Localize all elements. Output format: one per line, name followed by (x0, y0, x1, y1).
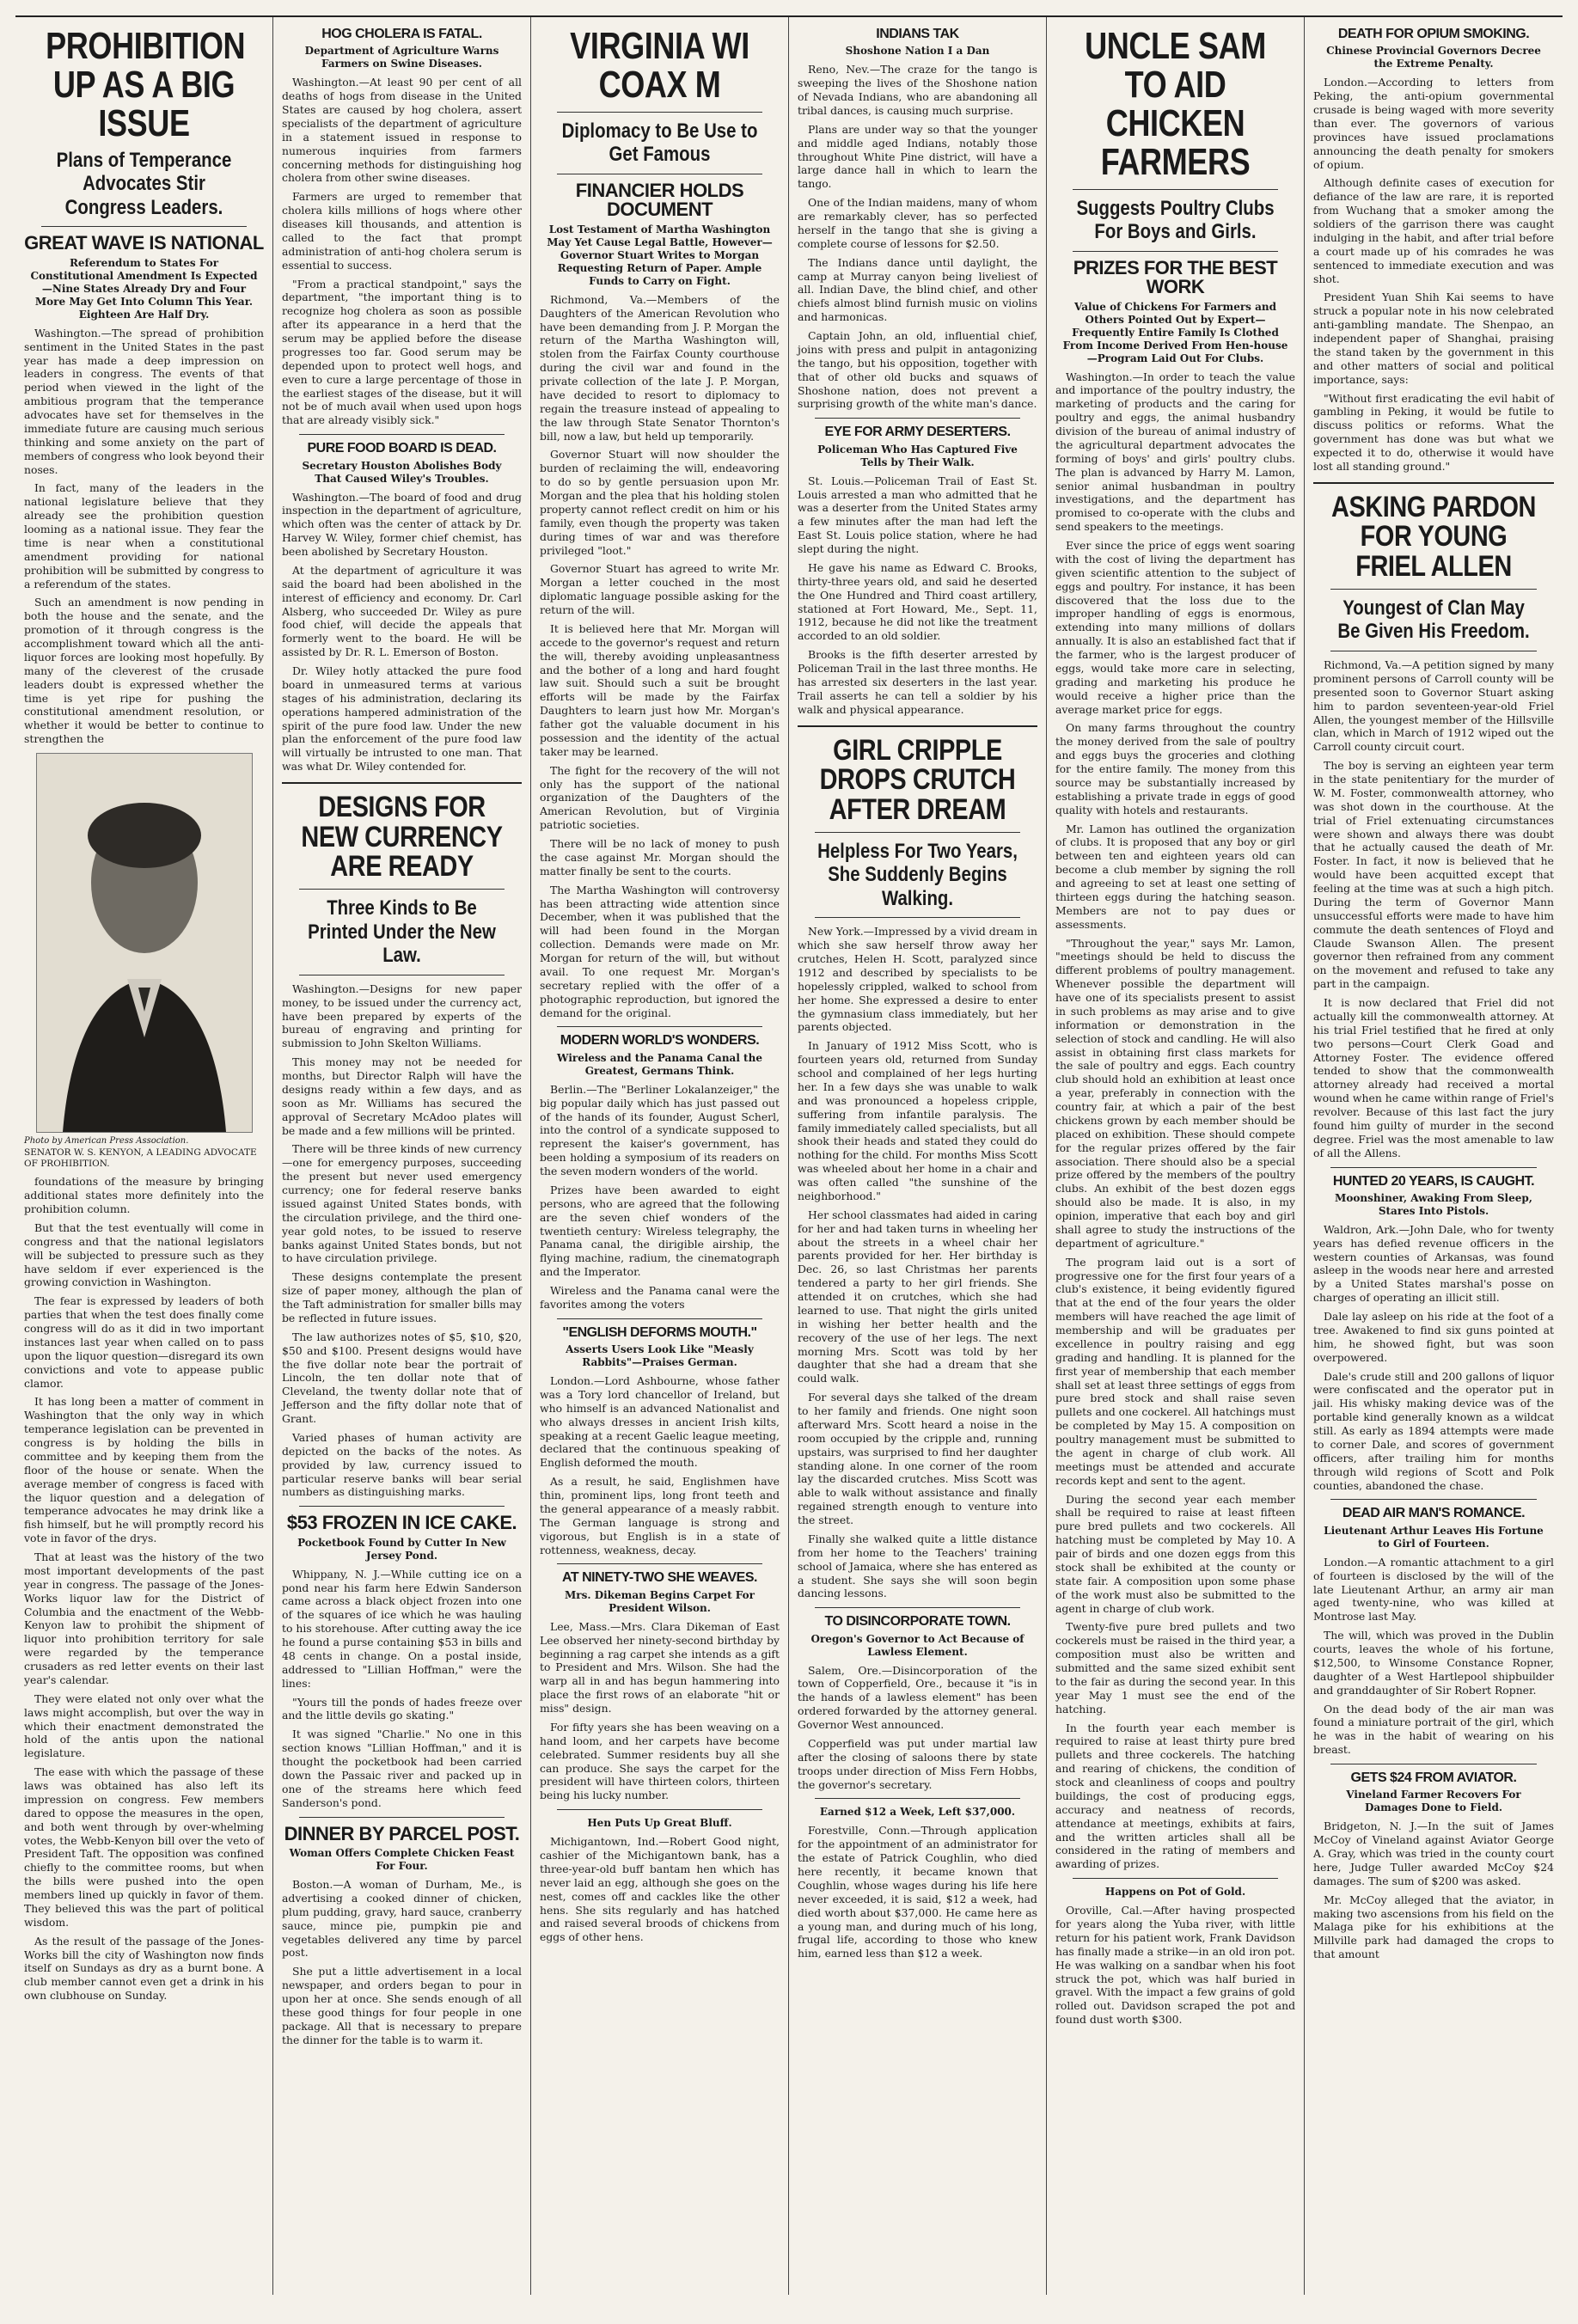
article-paragraph: Lee, Mass.—Mrs. Clara Dikeman of East Lee observed her ninety-second birthday by beginning a rag carpet she intends as a gift to President and Mrs. Wilson. She had the warp all in and has begun hammering into place the first rows of an elaborate "hit or miss" design. (540, 1619, 780, 1715)
article-paragraph: At the department of agriculture it was said the board had been abolished in the interest of efficiency and economy. Dr. Carl Alsberg, who succeeded Dr. Wiley as pure food chief, will decide the appeals that formerly went to the board. He will be assisted by Dr. R. L. Emerson of Boston. (282, 563, 522, 659)
subdeck-prohibition: Referendum to States For Constitutional Amendment Is Expected—Nine States Already Dry and Four More May Get Into Column This Year. Eighteen Are Half Dry. (30, 256, 258, 321)
article-paragraph: New York.—Impressed by a vivid dream in which she saw herself throw away her crutches, Helen H. Scott, paralyzed since 1912 and described by specialists to be hopelessly crippled, walked to school from her home. She expressed a desire to enter the gymnasium class immediately, but her parents objected. (798, 925, 1037, 1034)
article-paragraph: Dale's crude still and 200 gallons of liquor were confiscated and the operator put in jail. His whisky making device was of the portable kind generally known as a wildcat still. As early as 1894 attempts were made to corner Dale, and scores of government officers, after trailing him for months through wild regions of Scott and Polk counties, abandoned the chase. (1313, 1369, 1554, 1492)
column-6 (1305, 17, 1563, 2295)
article-paragraph: Prizes have been awarded to eight persons, who are agreed that the following are the seven chief wonders of the twentieth century: Wireless telegraphy, the Panama canal, the dirigible airship, the flying machine, radium, the cinematograph and the Imperator. (540, 1183, 780, 1279)
subdeck-pure-food: Secretary Houston Abolishes Body That Caused Wiley's Troubles. (302, 459, 502, 485)
subdeck-english-mouth: Asserts Users Look Like "Measly Rabbits"—Praises German. (566, 1343, 754, 1369)
article-paragraph: London.—Lord Ashbourne, whose father was a Tory lord chancellor of Ireland, but who himself is an advanced Nationalist and who always dresses in ancient Irish kilts, speaking at a recent Gaelic league meeting, declared that the continuous speaking of English deformed the mouth. (540, 1374, 780, 1470)
article-paragraph: Plans are under way so that the younger and middle aged Indians, notably those throughout White Pine district, will have a large dance hall in which to learn the tango. (798, 122, 1037, 191)
divider (815, 1798, 1020, 1799)
deck-friel-allen: Youngest of Clan May Be Given His Freedom. (1337, 596, 1530, 644)
article-paragraph: As the result of the passage of the Jones-Works bill the city of Washington now finds itself on Sundays as dry as a burnt bone. A club member cannot even get a drink in his own clubhouse on Sunday. (24, 1934, 264, 2003)
headline-english-mouth: "ENGLISH DEFORMS MOUTH." (562, 1324, 757, 1340)
article-paragraph: Governor Stuart will now shoulder the burden of reclaiming the will, endeavoring to do so by gentle persuasion upon Mr. Morgan and the plea that his holding stolen property cannot reflect credit on him or his family, even though the property was taken during times of war and was therefore privileged "loot." (540, 448, 780, 557)
divider (557, 1026, 762, 1027)
divider (299, 1506, 505, 1507)
divider (1073, 189, 1278, 190)
article-paragraph: Varied phases of human activity are depicted on the backs of the notes. As provided by law, currency issued to particular reserve banks will bear serial numbers as distinguishing marks. (282, 1430, 522, 1499)
divider (815, 917, 1020, 918)
article-paragraph: Although definite cases of execution for defiance of the law are rare, it is reported from Wuchang that a smoker among the soldiers of the garrison there was caught indulging in the habit, and after trial before a court made up of his comrades he was sentenced to immediate execution and was shot. (1313, 176, 1554, 285)
headline-hog-cholera: HOG CHOLERA IS FATAL. (321, 27, 482, 41)
article-paragraph: "Throughout the year," says Mr. Lamon, "meetings should be held to discuss the different problems of poultry management. Whenever possible the department will have one of its specialists present to assist in such problems as may arise and to give information or demonstration in the selection of stock and candling. He will also assist in obtaining first class markets for the sale of poultry and eggs. Each country club should hold an exhibition at least once a year, preferably in connection with the country fair, at which a pair of the best chickens grown by each member should be placed on exhibition. These should compete for the regular prizes offered by the fair association. There should also be a special prize offered by the members of the poultry clubs. An exhibit of the best dozen eggs should also be made. It is also, in my opinion, imperative that each boy and girl shall agree to study the instructions of the department of agriculture." (1055, 936, 1295, 1250)
divider (41, 226, 247, 227)
article-paragraph: The fight for the recovery of the will not only has the support of the national organization of the Daughters of the American Revolution, but of Virginia patriotic societies. (540, 763, 780, 832)
article-paragraph: "Without first eradicating the evil habit of gambling in Peking, it would be futile to discuss politics or reforms. What the government has done was but what we expected it to do, otherwise it would have lost all standing ground." (1313, 391, 1554, 473)
headline-air-man: DEAD AIR MAN'S ROMANCE. (1342, 1506, 1526, 1521)
article-paragraph: Governor Stuart has agreed to write Mr. Morgan a letter couched in the most diplomatic language possible asking for the return of the will. (540, 562, 780, 617)
divider (557, 112, 762, 113)
headline-world-wonders: MODERN WORLD'S WONDERS. (560, 1033, 760, 1049)
article-paragraph: "From a practical standpoint," says the department, "the important thing is to recognize hog cholera as soon as possible after its appearance in a herd that the serum may be applied before the disease progresses too far. Good serum may be depended upon to protect well hogs, and even to cure a large percentage of those in the earliest stages of the disease, but it will not be of much avail when used upon hogs that are already visibly sick." (282, 277, 522, 427)
headline-friel-allen: ASKING PARDON FOR YOUNG FRIEL ALLEN (1331, 490, 1536, 584)
divider (557, 1809, 762, 1810)
subhead-prizes: PRIZES FOR THE BEST WORK (1073, 256, 1278, 298)
article-paragraph: There will be three kinds of new currency—one for emergency purposes, succeeding the present but never used emergency currency; one for federal reserve banks issued against United States bonds, with the circulation privilege, and the third one-year gold notes, to be issued to reserve banks against United States bonds, but not to have circulation privilege. (282, 1142, 522, 1265)
article-paragraph: Ever since the price of eggs went soaring with the cost of living the department has given scientific attention to the subject of eggs and poultry. For instance, it has been discovered that the loss due to the improper handling of eggs is enormous, extending into many millions of dollars annually. It is also an established fact that if the farmer, who is the largest producer of eggs, would take more care in selecting, grading and marketing his produce he would receive a higher price than the average market price for eggs. (1055, 539, 1295, 716)
article-paragraph: London.—According to letters from Peking, the anti-opium governmental crusade is being waged with more severity than ever. The governors of various provinces have issued proclamations announcing the death penalty for smokers of opium. (1313, 76, 1554, 171)
article-paragraph: It has long been a matter of comment in Washington that the only way in which temperance legislation can be prevented in congress is by holding the bills in committee and by keeping them from the floor of the house or senate. When the average member of congress is faced with the liquor question and a delegation of temperance advocates he may drink like a fish himself, but he will promptly record his vote in favor of the drys. (24, 1395, 264, 1545)
article-paragraph: Michigantown, Ind.—Robert Good night, cashier of the Michigantown bank, has a three-year-old buff bantam hen which has never laid an egg, although she goes on the nest, comes off and cackles like the other hens. She sits regularly and has hatched and raised several broods of chickens from eggs of other hens. (540, 1835, 780, 1944)
headline-parcel-post: DINNER BY PARCEL POST. (284, 1822, 520, 1844)
article-paragraph: It is now declared that Friel did not actually kill the commonwealth attorney. At his trial Friel testified that he fired at only two persons—Court Clerk Goad and Attorney Foster. The evidence offered tended to show that the commonwealth attorney already had received a mortal wound when he came within range of Friel's revolver. Because of this last fact the jury found him guilty of murder in the second degree. Friel was the most amenable to law of all the Allens. (1313, 996, 1554, 1159)
divider (299, 434, 505, 435)
article-paragraph: For several days she talked of the dream to her family and friends. One night soon afterward Mrs. Scott heard a noise in the room occupied by the cripple and, running upstairs, was surprised to find her daughter standing alone. In one corner of the room lay the discarded crutches. Miss Scott was able to walk without assistance and finally regained strength enough to venture into the street. (798, 1391, 1037, 1527)
article-paragraph: On the dead body of the air man was found a miniature portrait of the girl, which he was in the habit of wearing on his breast. (1313, 1702, 1554, 1757)
headline-currency: DESIGNS FOR NEW CURRENCY ARE READY (301, 791, 503, 884)
article-paragraph: Farmers are urged to remember that cholera kills millions of hogs where other diseases kill thousands, and attention is called to the fact that prompt administration of anti-hog cholera serum is essential to success. (282, 190, 522, 272)
divider (557, 1318, 762, 1319)
headline-girl-cripple: GIRL CRIPPLE DROPS CRUTCH AFTER DREAM (819, 733, 1016, 826)
divider (815, 418, 1020, 419)
article-paragraph: The boy is serving an eighteen year term in the state penitentiary for the murder of W. M. Foster, commonwealth attorney, who was shot down in the courthouse. At the trial of Friel extenuating circumstances were shown and always there was doubt that he actually caused the death of Mr. Foster. In fact, it now is believed that he would have been acquitted except that feeling at the time was at such a high pitch. During the term of Governor Mann unsuccessful efforts were made to have him commute the death sentences of Floyd and Claude Swanson Allen. The present governor then refrained from any comment on the movement and refused to take any part in the campaign. (1313, 759, 1554, 991)
headline-opium: DEATH FOR OPIUM SMOKING. (1337, 27, 1530, 41)
headline-pure-food: PURE FOOD BOARD IS DEAD. (307, 441, 497, 456)
article-paragraph: Richmond, Va.—A petition signed by many prominent persons of Carroll county will be presented soon to Governor Stuart asking him to pardon seventeen-year-old Friel Allen, the youngest member of the Hillsville clan, which in March of 1912 wiped out the Carroll county circuit court. (1313, 658, 1554, 754)
divider (1073, 251, 1278, 252)
headline-hunted: HUNTED 20 YEARS, IS CAUGHT. (1332, 1173, 1535, 1189)
article-paragraph: Brooks is the fifth deserter arrested by Policeman Trail in the last three months. He has arrested six deserters in the last year. Trail asserts he can tell a soldier by his walk and physical appearance. (798, 648, 1037, 716)
article-paragraph: The ease with which the passage of these laws was obtained has also left its impression on congress. Few members dared to oppose the measures in the open, and both went through by over-whelming votes, the Webb-Kenyon bill over the veto of President Taft. The opposition was confined chiefly to the committee rooms, but when the bills were pushed into the open members lined up quickly in favor of them. They believed this was the part of political wisdom. (24, 1765, 264, 1929)
article-paragraph: Wireless and the Panama canal were the favorites among the voters (540, 1284, 780, 1311)
headline-uncle-sam: UNCLE SAM TO AID CHICKEN FARMERS (1085, 25, 1266, 183)
article-paragraph: Washington.—The board of food and drug inspection in the department of agriculture, which often was the center of attack by Dr. Harvey W. Wiley, former chief chemist, has been abolished by Secretary Houston. (282, 490, 522, 558)
divider (798, 725, 1037, 727)
deck-currency: Three Kinds to Be Printed Under the New Law. (308, 896, 496, 968)
article-paragraph: One of the Indian maidens, many of whom are remarkably clever, has so perfected herself in the tango that she is giving a complete course of lessons for $2.50. (798, 196, 1037, 250)
article-paragraph: Her school classmates had aided in caring for her and had taken turns in wheeling her about the streets in a wheel chair her parents provided for her. Her birthday is Dec. 26, so last Christmas her parents tendered a party to her girl friends. She attended it on crutches, which she had learned to use. That night the girls united in wishing her better health and the recovery of the use of her legs. The next morning Mrs. Scott was told by her daughter that she had a dream that she could walk. (798, 1208, 1037, 1385)
article-paragraph: Finally she walked quite a little distance from her home to the Teachers' training school of Jamaica, where she has entered as a student. She says she will soon begin dancing lessons. (798, 1532, 1037, 1600)
article-paragraph: Whippany, N. J.—While cutting ice on a pond near his farm here Edwin Sanderson came across a black object frozen into one of the squares of ice which he was hauling to his storehouse. After cutting away the ice he found a purse containing $53 in bills and 48 cents in change. On a postal inside, addressed to "Lillian Hoffman," were the lines: (282, 1567, 522, 1690)
subdeck-world-wonders: Wireless and the Panama Canal the Greatest, Germans Think. (557, 1051, 762, 1077)
subdeck-opium: Chinese Provincial Governors Decree the Extreme Penalty. (1326, 45, 1541, 70)
article-paragraph: In the fourth year each member is required to raise at least thirty pure bred pullets and three cockerels. The hatching and rearing of chickens, the condition of stock and cleanliness of coops and poultry buildings, the cost of producing eggs, accuracy and neatness of records, attendance at meetings, exhibits at fairs, and the written articles shall all be considered in the rating of members and awarding of prizes. (1055, 1721, 1295, 1871)
article-paragraph: On many farms throughout the country the money derived from the sale of poultry and eggs buys the groceries and clothing for the entire family. The money from this source may be substantially increased by establishing a private trade in eggs of good quality with hotels and restaurants. (1055, 721, 1295, 816)
subdeck-indians: Shoshone Nation I a Dan (845, 45, 990, 58)
article-paragraph: Washington.—In order to teach the value and importance of the poultry industry, the marketing of products and the caring for poultry and eggs, the animal husbandry division of the bureau of animal industry of the agricultural department advocates the forming of boys' and girls' poultry clubs. The plan is advanced by Harry M. Lamon, senior animal husbandman in poultry investigations, and the department has promised to co-operate with the clubs and send speakers to the meetings. (1055, 370, 1295, 534)
article-paragraph: Captain John, an old, influential chief, joins with press and pulpit in antagonizing the tango, but his opposition, together with that of other old bucks and squaws of Shoshone nation, does not prevent a surprising growth of the white man's dance. (798, 329, 1037, 411)
article-paragraph: It was signed "Charlie." No one in this section knows "Lillian Hoffman," and it is thought the pocketbook had been carried down the Passaic river and packed up in one of the streams here which feed Sanderson's pond. (282, 1728, 522, 1809)
divider (1330, 589, 1537, 590)
column-2 (273, 17, 531, 2295)
subdeck-frozen-cake: Pocketbook Found by Cutter In New Jersey Pond. (297, 1536, 506, 1562)
article-paragraph: During the second year each member shall be required to raise at least fifteen pure bred pullets and two cockerels. All hatching must be completed by May 10. A pair of birds and one dozen eggs from this stock shall be exhibited at the county or state fair. A composition upon some phase of the work must also be submitted to the agent in charge of club work. (1055, 1492, 1295, 1615)
divider (299, 889, 505, 890)
article-paragraph: London.—A romantic attachment to a girl of fourteen is disclosed by the will of the late Lieutenant Arthur, an army air man aged twenty-nine, who was killed at Montrose last May. (1313, 1555, 1554, 1624)
article-paragraph: He gave his name as Edward C. Brooks, thirty-three years old, and said he deserted the One Hundred and Third coast artillery, stationed at Fort Howard, Me., Sept. 11, 1912, because he did not like the treatment accorded to an old soldier. (798, 560, 1037, 643)
article-paragraph: As a result, he said, Englishmen have thin, prominent lips, long front teeth and the general appearance of a measly rabbit. The German language is strong and vigorous, but English is in a state of rottenness, weakness, decay. (540, 1475, 780, 1556)
article-paragraph: Forestville, Conn.—Through application for the appointment of an administrator for the estate of Patrick Coughlin, who died here recently, it became known that Coughlin, whose wages during his life here never exceeded, it is said, $12 a week, had died worth about $37,000. He came here as a young man, and during much of his long, frugal life, according to those who knew him, earned less than $12 a week. (798, 1824, 1037, 1960)
deck-virginia: Diplomacy to Be Use to Get Famous (561, 119, 758, 167)
subdeck-disincorporate: Oregon's Governor to Act Because of Lawless Element. (810, 1632, 1024, 1658)
divider (1330, 1167, 1537, 1168)
subdeck-air-man: Lieutenant Arthur Leaves His Fortune to Girl of Fourteen. (1324, 1524, 1544, 1550)
article-paragraph: Washington.—Designs for new paper money, to be issued under the currency act, have been prepared by experts of the bureau of engraving and printing for submission to John Skelton Williams. (282, 982, 522, 1050)
article-paragraph: Bridgeton, N. J.—In the suit of James McCoy of Vineland against Aviator George A. Gray, which was tried in the county court here, Judge Tuller awarded McCoy $24 damages. The sum of $200 was asked. (1313, 1819, 1554, 1887)
headline-prohibition: PROHIBITION UP AS A BIG ISSUE (46, 25, 246, 144)
article-paragraph: Mr. McCoy alleged that the aviator, in making two ascensions from his field on the Malaga pike for his exhibitions at the Millville park had damaged the crops to that amount (1313, 1893, 1554, 1961)
portrait-figure-icon (37, 754, 252, 1132)
newspaper-page (15, 15, 1563, 2295)
article-paragraph: The Martha Washington will controversy has been attracting wide attention since December, when it was published that the will had been found in the Morgan collection. Demands were made on Mr. Morgan for return of the will, but without avail. To one request Mr. Morgan's secretary replied with the offer of a photographic reproduction, but ignored the demand for the original. (540, 883, 780, 1019)
article-paragraph: Washington.—The spread of prohibition sentiment in the United States in the past year has made a deep impression on leaders in congress. The events of that period when viewed in the light of the ambitious program that the temperance advocates have set for themselves in the immediate future are causing much serious thinking and some anxiety on the part of members of congress who look beyond their noses. (24, 326, 264, 476)
article-paragraph: Waldron, Ark.—John Dale, who for twenty years has defied revenue officers in the western counties of Arkansas, was found asleep in the woods near here and arrested by a United States marshal's posse on charges of operating an illicit still. (1313, 1222, 1554, 1305)
subdeck-army-deserters: Policeman Who Has Captured Five Tells by Their Walk. (817, 443, 1018, 468)
article-paragraph: "Yours till the ponds of hades freeze over and the little devils go skating." (282, 1695, 522, 1722)
article-paragraph: President Yuan Shih Kai seems to have struck a popular note in his now celebrated anti-gambling mandate. The Shenpao, an independent paper of Shanghai, praising the stand taken by the government in this and other matters of social and political importance, says: (1313, 290, 1554, 386)
article-paragraph: That at least was the history of the two most important developments of the past year in congress. The passage of the Jones-Works liquor law for the District of Columbia and the enactment of the Webb-Kenyon law to prohibit the shipment of liquor into prohibition territory for sale were regarded by the temperance crusaders as red letter events on their last year's calendar. (24, 1550, 264, 1686)
headline-aviator: GETS $24 FROM AVIATOR. (1350, 1771, 1517, 1786)
article-paragraph: Richmond, Va.—Members of the Daughters of the American Revolution who have been demanding from J. P. Morgan the return of the Martha Washington will, stolen from the Fairfax County courthouse during the civil war and found in the private collection of the late J. P. Morgan, have decided to resort to diplomacy to regain the treasure instead of appealing to the law through State Senator Thornton's bill, now a law, but held up temporarily. (540, 292, 780, 443)
article-paragraph: Dale lay asleep on his ride at the foot of a tree. Awakened to find six guns pointed at him, he showed fight, but was soon overpowered. (1313, 1310, 1554, 1364)
divider (815, 1607, 1020, 1608)
headline-ninety-two: AT NINETY-TWO SHE WEAVES. (562, 1570, 757, 1586)
subdeck-financier: Lost Testament of Martha Washington May Yet Cause Legal Battle, However—Governor Stuart Writes to Morgan Requesting Return of Paper. Ample Funds to Carry on Fight. (547, 223, 773, 287)
article-paragraph: Boston.—A woman of Durham, Me., is advertising a cooked dinner of chicken, plum pudding, gravy, hard sauce, cranberry sauce, mince pie, pumpkin pie and vegetables delivered any time by parcel post. (282, 1878, 522, 1960)
divider (299, 1817, 505, 1818)
column-3 (531, 17, 789, 2295)
article-paragraph: Reno, Nev.—The craze for the tango is sweeping the lives of the Shoshone nation of Nevada Indians, who are abandoning all tribal dances, is causing much surprise. (798, 63, 1037, 117)
headline-pot-of-gold: Happens on Pot of Gold. (1104, 1886, 1246, 1899)
article-paragraph: The fear is expressed by leaders of both parties that when the test does finally come congress will do as it did in two important instances last year when called on to pass upon the liquor question—disregard its own convictions and vote to appease public clamor. (24, 1294, 264, 1390)
article-paragraph: St. Louis.—Policeman Trail of East St. Louis arrested a man who admitted that he was a deserter from the United States army a few minutes after the man had left the East St. Louis police station, where he had slept during the night. (798, 474, 1037, 555)
subhead-prohibition: GREAT WAVE IS NATIONAL (24, 232, 264, 254)
deck-uncle-sam: Suggests Poultry Clubs For Boys and Girls. (1076, 196, 1275, 244)
article-paragraph: The Indians dance until daylight, the camp at Murray canyon being liveliest of all. Indian Dave, the blind chief, and other chiefs almost blind furnish music on violins and harmonicas. (798, 255, 1037, 324)
headline-army-deserters: EYE FOR ARMY DESERTERS. (824, 425, 1011, 440)
article-paragraph: Salem, Ore.—Disincorporation of the town of Copperfield, Ore., because it "is in the hands of a lawless element" has been ordered forwarded by the attorney general. Governor West announced. (798, 1663, 1037, 1732)
divider (557, 1563, 762, 1564)
article-paragraph: She put a little advertisement in a local newspaper, and orders began to pour in upon her at once. She sends enough of all these good things for four people in one package. All that is necessary to prepare the dinner for the table is to warm it. (282, 1965, 522, 2046)
portrait-photo (36, 753, 253, 1133)
deck-girl-cripple: Helpless For Two Years, She Suddenly Begins Walking. (817, 839, 1018, 910)
article-paragraph: The will, which was proved in the Dublin courts, leaves the whole of his fortune, $12,500, to Winsome Constance Ropner, daughter of a West Hartlepool shipbuilder and granddaughter of Sir Robert Ropner. (1313, 1629, 1554, 1697)
subdeck-aviator: Vineland Farmer Recovers For Damages Done to Field. (1346, 1789, 1521, 1814)
article-paragraph: This money may not be needed for months, but Director Ralph will have the designs ready within a few days, and as soon as Mr. Williams has secured the approval of Secretary McAdoo plates will be made and a few millions will be printed. (282, 1055, 522, 1137)
headline-disincorporate: TO DISINCORPORATE TOWN. (824, 1614, 1011, 1630)
article-paragraph: Twenty-five pure bred pullets and two cockerels must be raised in the third year, a composition must also be written and submitted and the same sized exhibit sent to the fair as during the second year. In this year May 1 must see the end of the hatching. (1055, 1620, 1295, 1715)
article-paragraph: They were elated not only over what the laws might accomplish, but over the way in which their enactment demonstrated the hold of the antis upon the national legislature. (24, 1691, 264, 1760)
article-paragraph: foundations of the measure by bringing additional states more definitely into the prohibition column. (24, 1175, 264, 1216)
article-paragraph: In January of 1912 Miss Scott, who is fourteen years old, returned from Sunday school and complained of her legs hurting her. In a few days she was unable to walk and was pronounced a hopeless cripple, suffering from infantile paralysis. The family immediately called specialists, but all shook their heads and stated they could do nothing for the child. For months Miss Scott was wheeled about her home in a chair and was often called "the sunshine of the neighborhood." (798, 1039, 1037, 1202)
article-paragraph: The program laid out is a sort of progressive one for the first four years of a club's existence, it being evidently figured that at the end of the four years the older members will have reached the age limit of membership and will be graduates per excellence in poultry raising and egg grading and handling. It is planned for the first year of membership that each member shall set at least three settings of eggs from pure bred stock and shall raise seven pullets and one cockerel. All hatchings must be completed by May 15. A composition on poultry management must be submitted to the agent in charge of club work. All meetings must be attended and accurate records kept and sent to the agent. (1055, 1255, 1295, 1487)
subdeck-prizes: Value of Chickens For Farmers and Others Pointed Out by Expert—Frequently Entire Family Is Clothed From Income Derived From Hen-house—Program Laid Out For Clubs. (1062, 300, 1288, 364)
subdeck-hunted: Moonshiner, Awaking From Sleep, Stares Into Pistols. (1335, 1191, 1532, 1217)
subdeck-ninety-two: Mrs. Dikeman Begins Carpet For President Wilson. (565, 1588, 755, 1614)
article-paragraph: Berlin.—The "Berliner Lokalanzeiger," the big popular daily which has just passed out of the hands of its founder, August Scherl, into the control of a syndicate supposed to represent the kaiser's government, has been holding a symposium of its readers on the seven modern wonders of the world. (540, 1082, 780, 1177)
headline-frozen-cake: $53 FROZEN IN ICE CAKE. (286, 1512, 517, 1534)
article-paragraph: These designs contemplate the present size of paper money, although the plan of the Taft administration for smaller bills may be reflected in future issues. (282, 1270, 522, 1324)
photo-credit: Photo by American Press Association. (24, 1136, 189, 1147)
headline-indians: INDIANS TAK (876, 27, 959, 41)
deck-prohibition: Plans of Temperance Advocates Stir Congress Leaders. (56, 148, 232, 219)
article-paragraph: For fifty years she has been weaving on a hand loom, and her carpets have become celebrated. Summer residents buy all she can produce. She says the carpet for the president will have thirteen colors, thirteen being his lucky number. (540, 1720, 780, 1802)
subdeck-hog-cholera: Department of Agriculture Warns Farmers on Swine Diseases. (304, 45, 499, 70)
divider (1073, 1878, 1278, 1879)
column-4 (789, 17, 1047, 2295)
column-5 (1047, 17, 1305, 2295)
article-paragraph: It is believed here that Mr. Morgan will accede to the governor's request and return the will, thereby avoiding unpleasantness and the bother of a long and hard fought law suit. Should such a suit be brought efforts will be made by the Fairfax Daughters to learn just how Mr. Morgan's father got the valuable document in his possession and the identity of the actual taker may be learned. (540, 621, 780, 758)
divider (815, 832, 1020, 833)
divider (1313, 482, 1554, 484)
subdeck-parcel-post: Woman Offers Complete Chicken Feast For Four. (289, 1847, 515, 1873)
article-paragraph: Mr. Lamon has outlined the organization of clubs. It is proposed that any boy or girl between ten and eighteen years old can become a club member by signing the roll and agreeing to set at least one setting of thirteen eggs during the hatching season. Members are not to pay dues or assessments. (1055, 822, 1295, 931)
article-paragraph: Washington.—At least 90 per cent of all deaths of hogs from disease in the United States are caused by hog cholera, assert specialists of the department of agriculture in a statement issued in response to numerous inquiries from farmers concerning methods for distinguishing hog cholera from other swine diseases. (282, 76, 522, 185)
article-paragraph: Oroville, Cal.—After having prospected for years along the Yuba river, with little return for his patient work, Frank Davidson has finally made a strike—in an old iron pot. He was walking on a sandbar when his foot struck the pot, which was half buried in gravel. With the impact a few grains of gold rolled out. Davidson scraped the pot and found dust worth $300. (1055, 1904, 1295, 2027)
divider (282, 782, 522, 784)
article-paragraph: Dr. Wiley hotly attacked the pure food board in unmeasured terms at various stages of his administration, declaring its operations hampered administration of the spirit of the pure food law. Under the new plan the enforcement of the pure food law will virtually be intrusted to one man. That was what Dr. Wiley contended for. (282, 664, 522, 774)
headline-earned-twelve: Earned $12 a Week, Left $37,000. (819, 1806, 1016, 1819)
article-paragraph: There will be no lack of money to push the case against Mr. Morgan should the matter finally be sent to the courts. (540, 837, 780, 878)
article-paragraph: But that the test eventually will come in congress and that the national legislators will be subjected to pressure such as they have seldom if ever experienced is the growing conviction in Washington. (24, 1220, 264, 1289)
divider (1330, 1499, 1537, 1500)
article-paragraph: Such an amendment is now pending in both the house and the senate, and the promotion of it through congress is the accomplishment toward which all the anti-liquor forces are looking most hopefully. By many of the cleverest of the crusade leaders doubt is expressed whether the time is yet ripe for pushing the constitutional amendment resolution, or whether it would be better to continue to strengthen the (24, 596, 264, 746)
article-paragraph: In fact, many of the leaders in the national legislature believe that they already see the prohibition question looming as a national issue. They fear the time is near when a constitutional amendment providing for national prohibition will be submitted by congress to a referendum of the states. (24, 481, 264, 590)
column-1 (15, 17, 273, 2295)
headline-virginia: VIRGINIA WI COAX M (570, 25, 749, 106)
photo-caption: SENATOR W. S. KENYON, A LEADING ADVOCATE OF PROHIBITION. (24, 1147, 257, 1170)
headline-hen-bluff: Hen Puts Up Great Bluff. (587, 1817, 732, 1830)
article-paragraph: The law authorizes notes of $5, $10, $20, $50 and $100. Present designs would have the five dollar note bear the portrait of Lincoln, the ten dollar note that of Cleveland, the twenty dollar note that of Jefferson and the fifty dollar note that of Grant. (282, 1330, 522, 1426)
subhead-financier: FINANCIER HOLDS DOCUMENT (575, 179, 744, 221)
article-paragraph: Copperfield was put under martial law after the closing of saloons there by state troops under direction of Miss Fern Hobbs, the governor's secretary. (798, 1736, 1037, 1791)
